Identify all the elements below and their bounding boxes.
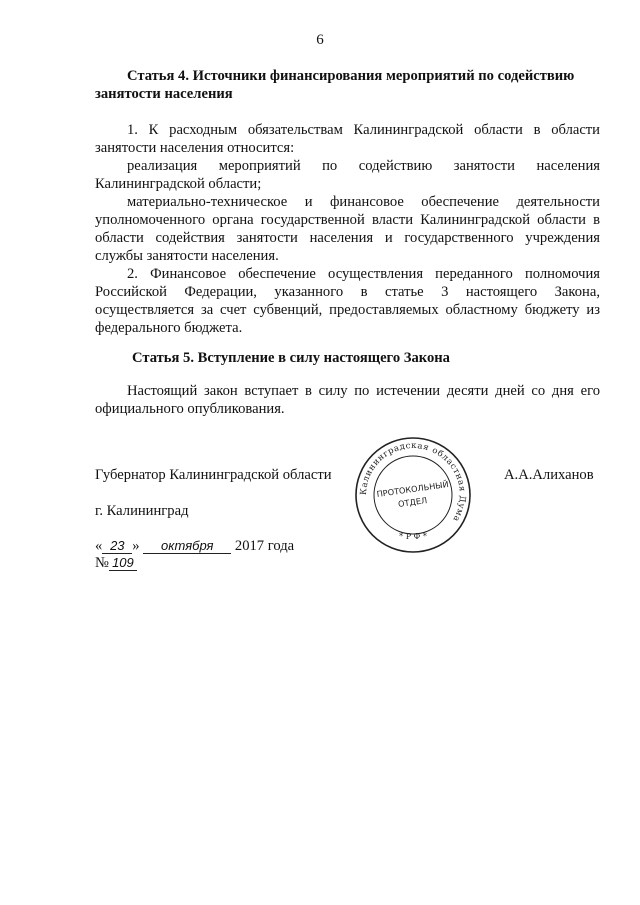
- article-5-title: Статья 5. Вступление в силу настоящего Закона: [132, 350, 450, 366]
- seal-inner-line-2: ОТДЕЛ: [397, 495, 428, 510]
- date-year: 2017 года: [234, 538, 295, 554]
- seal-inner-line-1: ПРОТОКОЛЬНЫЙ: [375, 479, 450, 500]
- date-close-quote: »: [132, 538, 140, 554]
- article-5-text: Настоящий закон вступает в силу по истечении десяти дней со дня его официального опубликования.: [95, 383, 600, 417]
- governor-title: Губернатор Калининградской области: [95, 467, 332, 483]
- city-name: г. Калининград: [95, 503, 189, 519]
- date-day: 23: [102, 539, 132, 554]
- page-number: 6: [316, 32, 324, 48]
- number-value: 109: [109, 556, 137, 571]
- article-4-item-1: реализация мероприятий по содействию занятости населения Калининградской области;: [95, 158, 600, 192]
- seal-outer-text: Калининградская областная Дума: [358, 440, 468, 524]
- article-4-paragraph-2: 2. Финансовое обеспечение осуществления переданного полномочия Российской Федерации, указанного в статье 3 настоящего Закона, осуществляется за счет субвенций, предоставляемых областному бюджету из федерального бюджета.: [95, 266, 600, 336]
- article-4-item-2: материально-техническое и финансовое обеспечение деятельности уполномоченного органа государственной власти Калининградской области в области содействия занятости населения и государственного учреждения службы занятости населения.: [95, 194, 600, 264]
- date-month: октября: [143, 539, 231, 554]
- official-seal-stamp: [354, 436, 472, 554]
- governor-name: А.А.Алиханов: [504, 467, 594, 483]
- law-number: [95, 555, 137, 572]
- article-4-paragraph-1-intro: 1. К расходным обязательствам Калининградской области в области занятости населения относится:: [95, 122, 600, 156]
- date-open-quote: «: [95, 538, 103, 554]
- number-sign: №: [95, 555, 109, 571]
- signing-date: [95, 538, 294, 555]
- article-4-title: Статья 4. Источники финансирования мероприятий по содействию занятости населения: [95, 68, 575, 102]
- seal-rf-text: * Р Ф *: [399, 532, 427, 541]
